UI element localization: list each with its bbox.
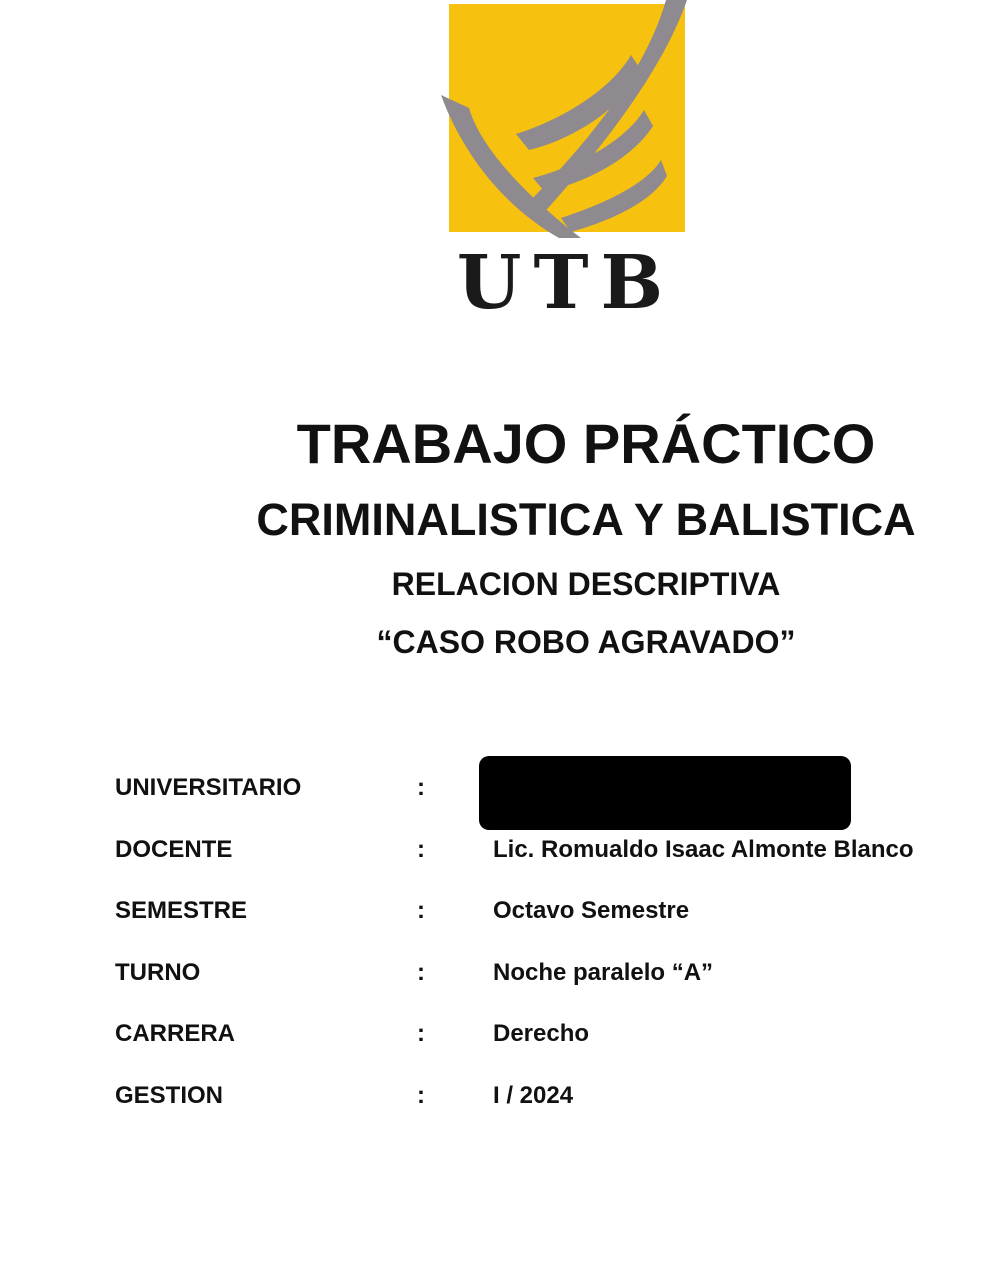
info-label: UNIVERSITARIO xyxy=(115,774,302,801)
info-value: Noche paralelo “A” xyxy=(493,958,714,986)
utb-logo xyxy=(441,0,691,330)
utb-emblem xyxy=(441,0,691,245)
logo-text: UTB xyxy=(456,240,676,326)
info-label: GESTION xyxy=(115,1081,224,1109)
info-separator: : xyxy=(417,897,425,924)
document-title: TRABAJO PRÁCTICO xyxy=(296,412,876,475)
info-value: Octavo Semestre xyxy=(493,897,690,924)
info-label: DOCENTE xyxy=(115,835,233,863)
info-row-turno xyxy=(115,953,975,1015)
redaction-box xyxy=(479,756,851,830)
info-label: TURNO xyxy=(115,958,201,986)
info-label: CARRERA xyxy=(115,1020,235,1047)
info-row-carrera xyxy=(115,1014,975,1076)
work-type: RELACION DESCRIPTIVA xyxy=(391,566,781,602)
info-label: SEMESTRE xyxy=(115,897,248,924)
info-row-universitario xyxy=(115,768,975,830)
subject-title: CRIMINALISTICA Y BALISTICA xyxy=(256,494,916,545)
info-table xyxy=(115,768,975,1137)
info-separator: : xyxy=(417,774,425,801)
info-separator: : xyxy=(417,835,425,863)
info-row-gestion xyxy=(115,1076,975,1138)
info-separator: : xyxy=(417,958,425,986)
info-separator: : xyxy=(417,1020,425,1047)
info-separator: : xyxy=(417,1081,425,1109)
info-value: Lic. Romualdo Isaac Almonte Blanco xyxy=(493,835,914,863)
info-value: I / 2024 xyxy=(493,1081,574,1109)
info-row-docente xyxy=(115,830,975,892)
case-title: “CASO ROBO AGRAVADO” xyxy=(376,624,796,660)
info-value: Derecho xyxy=(493,1020,590,1047)
info-row-semestre xyxy=(115,891,975,953)
